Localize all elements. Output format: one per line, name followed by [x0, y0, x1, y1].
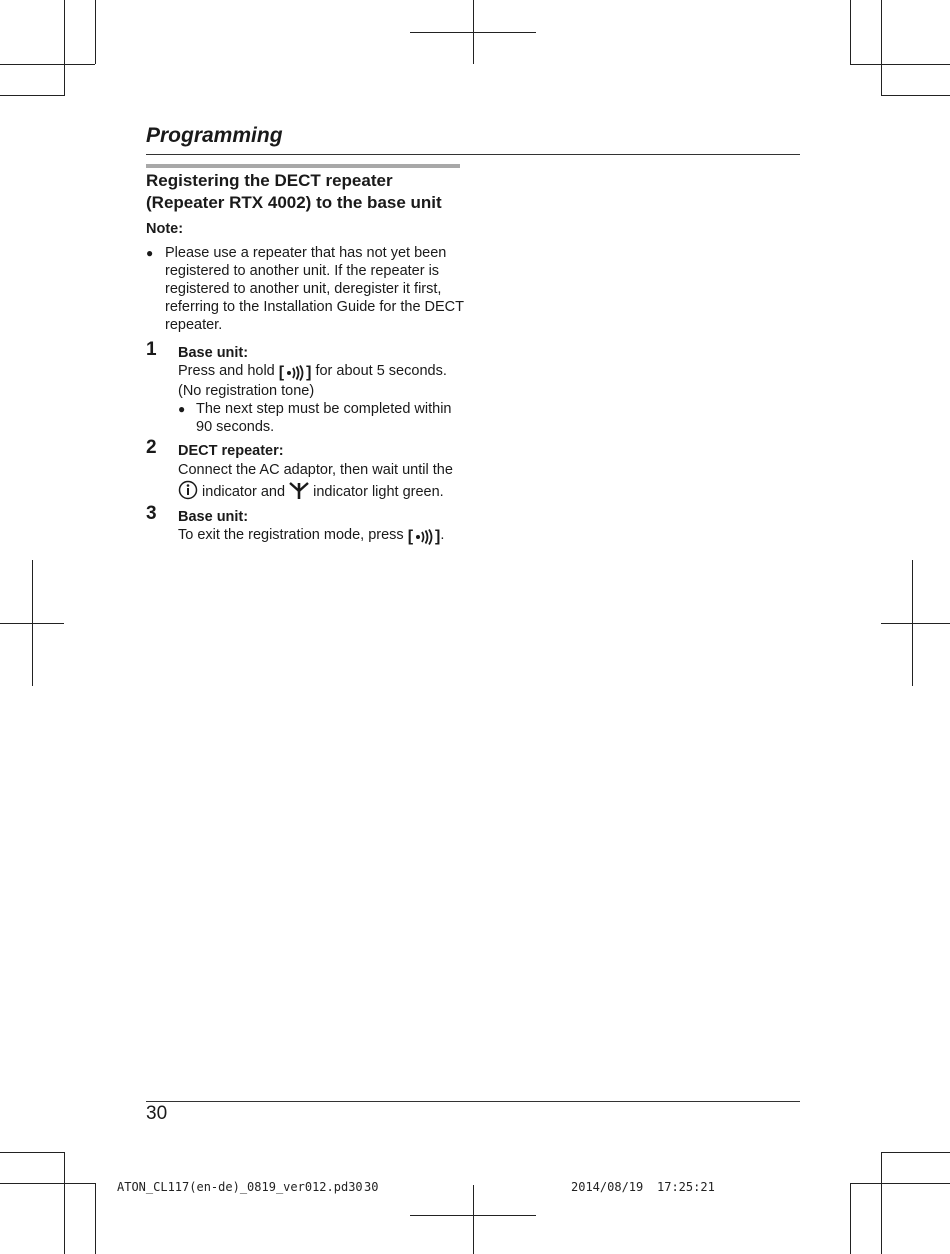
step-text-part: Connect the AC adaptor, then wait until the [178, 462, 453, 478]
step-2 [146, 437, 466, 502]
crop-mark [64, 1152, 65, 1254]
step-text [178, 460, 466, 502]
step-1 [146, 339, 466, 436]
step-bullet [178, 400, 466, 436]
note-bullet [146, 244, 466, 334]
step-text-part: for about 5 seconds. (No registration tone) [178, 363, 447, 399]
crop-mark [881, 623, 950, 624]
crop-mark [850, 1183, 950, 1184]
footer-rule [146, 1101, 800, 1102]
pairing-button-icon: [ ] [278, 364, 312, 381]
crop-mark [473, 1185, 474, 1254]
crop-mark [64, 0, 65, 96]
info-indicator-icon [178, 480, 198, 500]
step-text-part: Press and hold [178, 363, 275, 379]
note-text: Please use a repeater that has not yet been registered to another unit. If the repeater is registered to another unit, deregister it first, referring to the Installation Guide for the DECT repeater. [165, 245, 464, 333]
page-heading: Registering the DECT repeater (Repeater RTX 4002) to the base unit [146, 171, 442, 212]
crop-mark [95, 1183, 96, 1254]
step-bullet-text: The next step must be completed within 90 seconds. [196, 401, 452, 435]
section-title: Programming [146, 124, 283, 147]
imprint-file-page: 30 [364, 1180, 379, 1194]
step-number: 3 [146, 503, 157, 524]
crop-mark [850, 0, 851, 64]
step-text-part: . [440, 527, 445, 543]
step-number: 2 [146, 437, 157, 458]
pairing-button-icon: [ ] [407, 528, 441, 545]
steps-list [146, 339, 466, 546]
crop-mark [0, 95, 64, 96]
crop-mark [410, 1215, 536, 1216]
crop-mark [0, 1152, 64, 1153]
crop-mark [881, 1152, 950, 1153]
step-text [178, 526, 466, 546]
step-title: Base unit: [178, 509, 249, 525]
crop-mark [881, 1152, 882, 1254]
step-number: 1 [146, 339, 157, 360]
main-content [146, 170, 466, 552]
bullet-icon: ● [146, 246, 154, 260]
step-text-part: To exit the registration mode, press [178, 527, 404, 543]
imprint-file-name: ATON_CL117(en-de)_0819_ver012.pd30 [117, 1180, 363, 1194]
step-text [178, 362, 466, 400]
step-title: Base unit: [178, 345, 249, 361]
crop-mark [850, 64, 950, 65]
imprint-date: 2014/08/19 [571, 1180, 644, 1194]
crop-mark [0, 1183, 95, 1184]
crop-mark [95, 0, 96, 64]
crop-mark [881, 95, 950, 96]
step-text-part: indicator light green. [313, 484, 444, 500]
crop-mark [0, 64, 95, 65]
bullet-icon: ● [178, 402, 186, 416]
crop-mark [0, 623, 64, 624]
heading-rule [146, 164, 460, 168]
antenna-indicator-icon [289, 482, 309, 500]
page-number: 30 [146, 1103, 168, 1124]
crop-mark [881, 0, 882, 96]
imprint-time: 17:25:21 [657, 1180, 715, 1194]
step-3 [146, 503, 466, 546]
crop-mark [410, 32, 536, 33]
note-label: Note: [146, 221, 184, 237]
header-rule [146, 154, 800, 155]
step-text-part: indicator and [202, 484, 286, 500]
step-title: DECT repeater: [178, 443, 284, 459]
crop-mark [850, 1183, 851, 1254]
